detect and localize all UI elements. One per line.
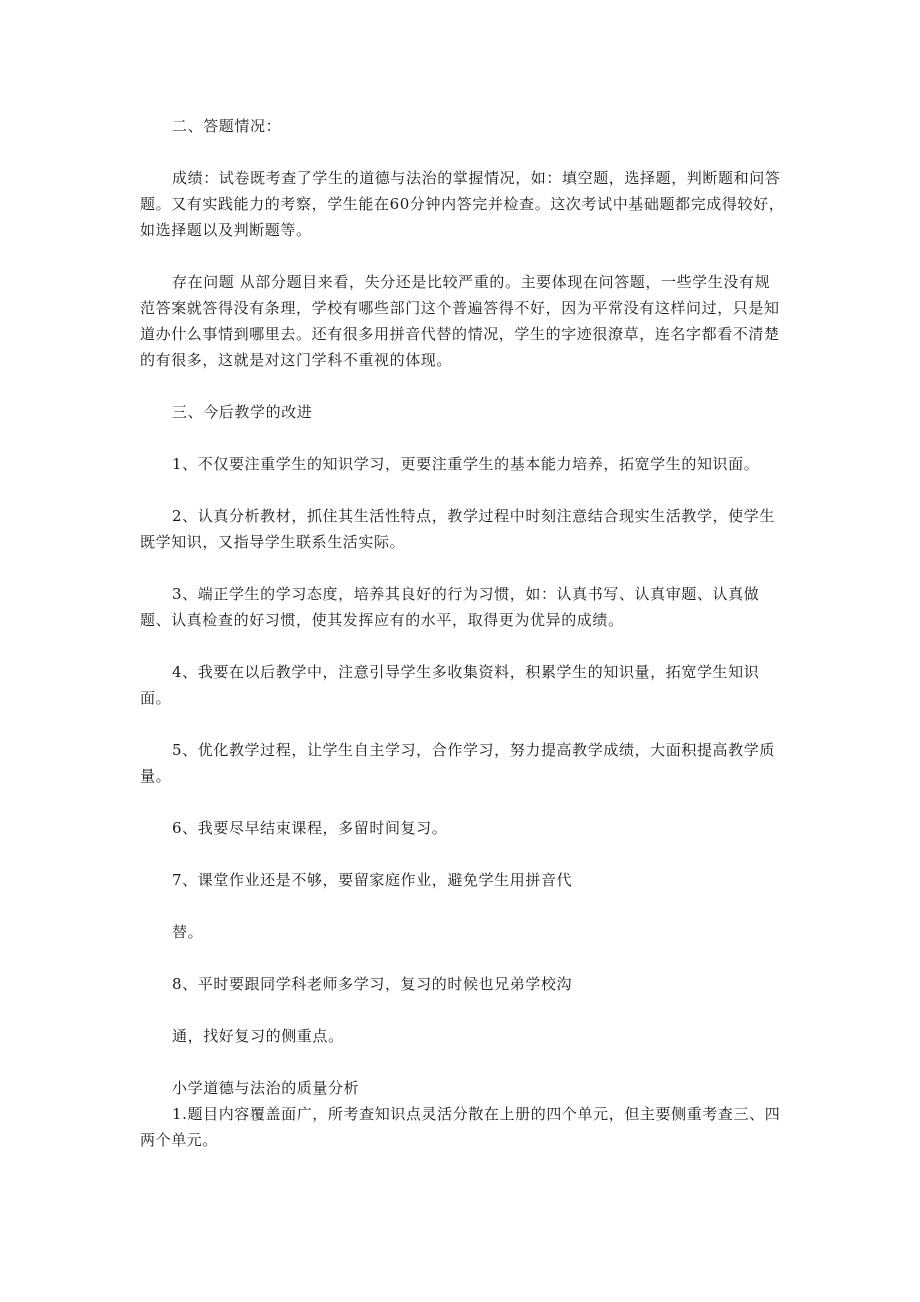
- improvement-item-1: 1、不仅要注重学生的知识学习，更要注重学生的基本能力培养，拓宽学生的知识面。: [172, 455, 760, 473]
- improvement-item-2: 2、认真分析教材，抓住其生活性特点，教学过程中时刻注意结合现实生活教学，使学生既学知识，又指导学生联系生活实际。: [140, 507, 775, 551]
- improvement-item-5: 5、优化教学过程，让学生自主学习，合作学习，努力提高教学成绩，大面积提高教学质量。: [140, 741, 775, 785]
- analysis-point-1: 1.题目内容覆盖面广，所考查知识点灵活分散在上册的四个单元，但主要侧重考查三、四两个单元。: [140, 1105, 781, 1149]
- section-3-heading: 三、今后教学的改进: [172, 403, 313, 421]
- analysis-title: 小学道德与法治的质量分析: [172, 1079, 360, 1097]
- improvement-item-7-continued: 替。: [172, 923, 204, 941]
- improvement-item-8-continued: 通，找好复习的侧重点。: [172, 1027, 344, 1045]
- score-paragraph: 成绩：试卷既考查了学生的道德与法治的掌握情况，如：填空题，选择题，判断题和问答题。又有实践能力的考察，学生能在60分钟内答完并检查。这次考试中基础题都完成得较好，如选择题以及判断题等。: [140, 169, 785, 239]
- improvement-item-7: 7、课堂作业还是不够，要留家庭作业，避免学生用拼音代: [172, 871, 573, 889]
- improvement-item-8: 8、平时要跟同学科老师多学习，复习的时候也兄弟学校沟: [172, 975, 573, 993]
- improvement-item-4: 4、我要在以后教学中，注意引导学生多收集资料，积累学生的知识量，拓宽学生知识面。: [140, 663, 760, 707]
- improvement-item-3: 3、端正学生的学习态度，培养其良好的行为习惯，如：认真书写、认真审题、认真做题、认真检查的好习惯，使其发挥应有的水平，取得更为优异的成绩。: [140, 585, 760, 629]
- section-2-heading: 二、答题情况：: [172, 117, 282, 135]
- problem-paragraph: 存在问题 从部分题目来看，失分还是比较严重的。主要体现在问答题，一些学生没有规范答案就答得没有条理，学校有哪些部门这个普遍答得不好，因为平常没有这样问过，只是知道办什么事情到哪里去。还有很多用拼音代替的情况，学生的字迹很潦草，连名字都看不清楚的有很多，这就是对这门学科不重视的体现。: [140, 273, 780, 369]
- improvement-item-6: 6、我要尽早结束课程，多留时间复习。: [172, 819, 448, 837]
